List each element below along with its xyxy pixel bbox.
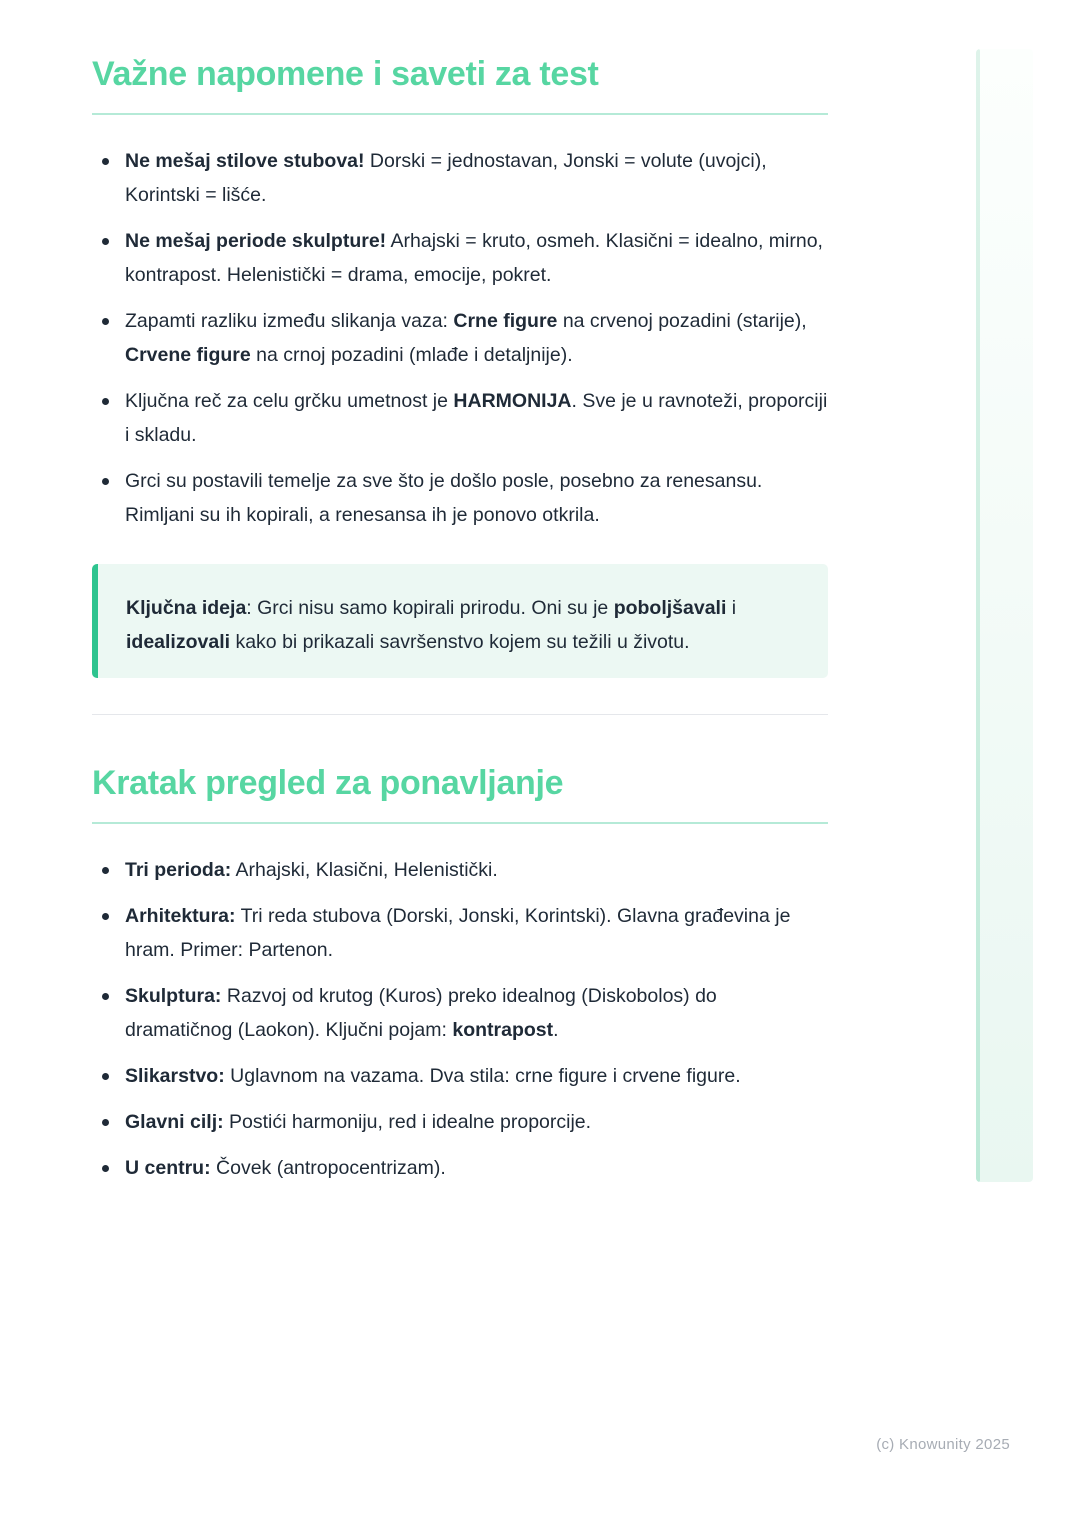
accent-gradient-line <box>976 49 980 1182</box>
page-content <box>92 55 828 1197</box>
list-item <box>92 1059 828 1093</box>
bullet-dot <box>102 867 109 874</box>
page-edge-accent-bar <box>976 49 1033 1182</box>
list-item <box>92 224 828 292</box>
text-segment: Razvoj od krutog (Kuros) preko idealnog (Diskobolos) do dramatičnog (Laokon). Ključni pojam: <box>125 985 717 1042</box>
text-segment: Tri reda stubova (Dorski, Jonski, Korintski). Glavna građevina je hram. Primer: Partenon. <box>125 905 791 962</box>
text-segment: Postići harmoniju, red i idealne proporcije. <box>223 1111 592 1134</box>
section-quick-review <box>92 764 828 1185</box>
list-item <box>92 304 828 372</box>
text-segment: Arhajski, Klasični, Helenistički. <box>231 859 498 882</box>
callout-text <box>126 591 798 659</box>
notes-bullet-list <box>92 144 828 532</box>
list-item <box>92 464 828 532</box>
bullet-dot <box>102 478 109 485</box>
bullet-dot <box>102 238 109 245</box>
bullet-dot <box>102 913 109 920</box>
text-segment: Zapamti razliku između slikanja vaza: <box>125 310 454 333</box>
list-item <box>92 853 828 887</box>
bold-text-segment: Skulptura: <box>125 985 222 1008</box>
text-segment: . <box>553 1019 559 1042</box>
bold-text-segment: U centru: <box>125 1157 211 1180</box>
text-segment: Dorski = jednostavan, Jonski = volute (uvojci), Korintski = lišće. <box>125 150 767 207</box>
text-segment: Arhajski = kruto, osmeh. Klasični = idealno, mirno, kontrapost. Helenistički = drama, emocije, pokret. <box>125 230 823 287</box>
bold-text-segment: Arhitektura: <box>125 905 236 928</box>
key-idea-callout <box>92 564 828 678</box>
text-segment: na crnoj pozadini (mlađe i detaljnije). <box>250 344 573 367</box>
bold-text-segment: Ključna ideja <box>126 597 247 620</box>
section-title: Kratak pregled za ponavljanje <box>92 764 828 824</box>
bold-text-segment: Slikarstvo: <box>125 1065 225 1088</box>
text-segment: . Sve je u ravnoteži, proporciji i skladu. <box>125 390 828 447</box>
list-item <box>92 899 828 967</box>
bold-text-segment: Tri perioda: <box>125 859 232 882</box>
section-divider <box>92 714 828 715</box>
text-segment: Čovek (antropocentrizam). <box>210 1157 446 1180</box>
copyright-text: (c) Knowunity 2025 <box>876 1436 1010 1453</box>
bullet-dot <box>102 1119 109 1126</box>
bullet-dot <box>102 318 109 325</box>
bold-text-segment: Ne mešaj periode skulpture! <box>125 230 387 253</box>
text-segment: kako bi prikazali savršenstvo kojem su težili u životu. <box>230 631 690 654</box>
list-item <box>92 384 828 452</box>
bullet-dot <box>102 1165 109 1172</box>
bold-text-segment: Glavni cilj: <box>125 1111 224 1134</box>
section-important-notes <box>92 55 828 678</box>
bullet-dot <box>102 158 109 165</box>
text-segment: Grci su postavili temelje za sve što je došlo posle, posebno za renesansu. Rimljani su ih kopirali, a renesansa ih je ponovo otkrila. <box>125 470 763 527</box>
text-segment: Uglavnom na vazama. Dva stila: crne figure i crvene figure. <box>224 1065 741 1088</box>
review-bullet-list <box>92 853 828 1185</box>
list-item <box>92 144 828 212</box>
bold-text-segment: kontrapost <box>452 1019 554 1042</box>
bullet-dot <box>102 993 109 1000</box>
text-segment: Ključna reč za celu grčku umetnost je <box>125 390 454 413</box>
section-title: Važne napomene i saveti za test <box>92 55 828 115</box>
bold-text-segment: HARMONIJA <box>453 390 572 413</box>
bold-text-segment: Crne figure <box>453 310 558 333</box>
bold-text-segment: idealizovali <box>126 631 231 654</box>
list-item <box>92 1151 828 1185</box>
bullet-dot <box>102 398 109 405</box>
bullet-dot <box>102 1073 109 1080</box>
text-segment: : Grci nisu samo kopirali prirodu. Oni su je <box>246 597 614 620</box>
text-segment: i <box>726 597 737 620</box>
list-item <box>92 1105 828 1139</box>
bold-text-segment: Ne mešaj stilove stubova! <box>125 150 365 173</box>
list-item <box>92 979 828 1047</box>
text-segment: na crvenoj pozadini (starije), <box>557 310 807 333</box>
bold-text-segment: poboljšavali <box>613 597 727 620</box>
bold-text-segment: Crvene figure <box>125 344 251 367</box>
